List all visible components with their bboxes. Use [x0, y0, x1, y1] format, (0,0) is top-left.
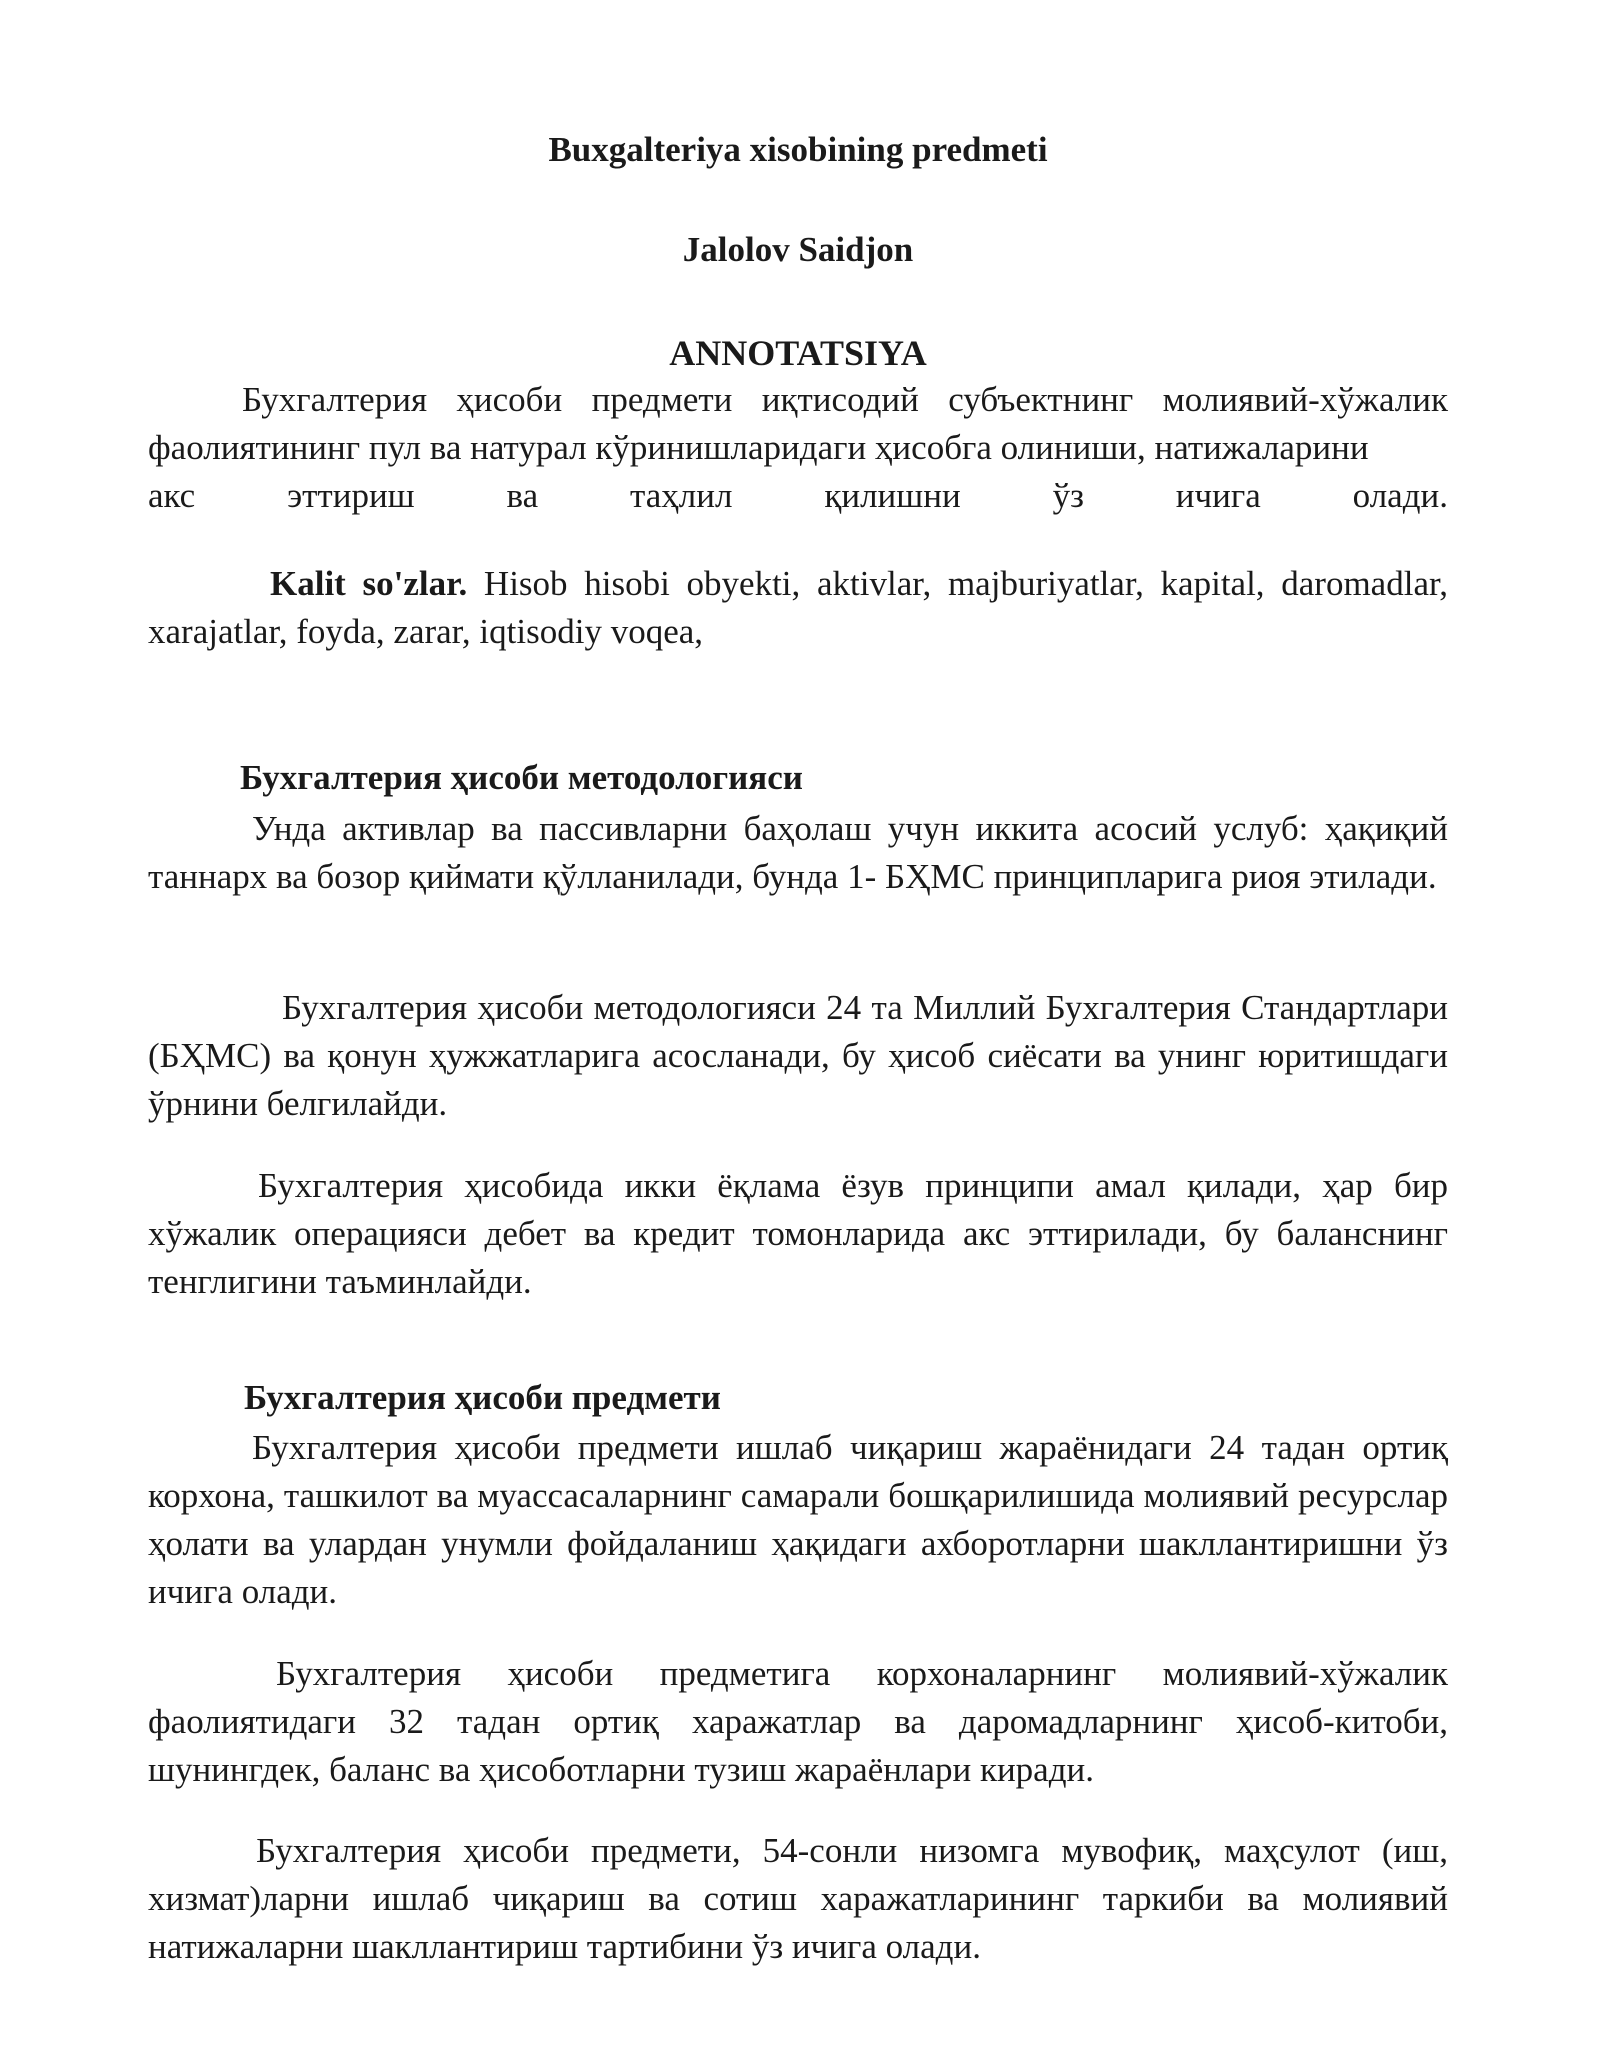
- document-title: Buxgalteriya xisobining predmeti: [548, 130, 1048, 169]
- methodology-paragraph-3: Бухгалтерия ҳисобида икки ёқлама ёзув принципи амал қилади, ҳар бир хўжалик операцияси дебет ва кредит томонларида акс эттирилади, бу баланснинг тенглигини таъминлайди.: [148, 1166, 1448, 1301]
- subject-paragraph-3: Бухгалтерия ҳисоби предмети, 54-сонли низомга мувофиқ, маҳсулот (иш, хизмат)ларни ишлаб чиқариш ва сотиш харажатларининг таркиби ва молиявий натижаларни шакллантириш тартибини ўз ичига олади.: [148, 1831, 1448, 1966]
- annotation-paragraph: Бухгалтерия ҳисоби предмети иқтисодий субъектнинг молиявий-хўжалик фаолиятининг пул ва натурал кўринишларидаги ҳисобга олиниши, натижаларини: [148, 380, 1448, 467]
- subject-paragraph-2: Бухгалтерия ҳисоби предметига корхоналарнинг молиявий-хўжалик фаолиятидаги 32 тадан ортиқ харажатлар ва даромадларнинг ҳисоб-китоби, шунингдек, баланс ва ҳисоботларни тузиш жараёнлари киради.: [148, 1654, 1448, 1789]
- section-heading-methodology: Бухгалтерия ҳисоби методологияси: [240, 758, 803, 797]
- keywords-label: Kalit so'zlar.: [270, 564, 468, 603]
- author-name: Jalolov Saidjon: [682, 230, 914, 269]
- keywords-paragraph: [148, 560, 1448, 656]
- section-heading-subject: Бухгалтерия ҳисоби предмети: [244, 1378, 721, 1417]
- methodology-paragraph-1: Унда активлар ва пассивларни баҳолаш учун иккита асосий услуб: ҳақиқий таннарх ва бозор қиймати қўлланилади, бунда 1- БҲМС принципларига риоя этилади.: [148, 809, 1448, 896]
- document-page: [148, 0, 1448, 2070]
- annotation-heading: ANNOTATSIYA: [669, 333, 927, 373]
- keywords-text: Hisob hisobi obyekti, aktivlar, majburiyatlar, kapital, daromadlar, xarajatlar, foyda, zarar, iqtisodiy voqea,: [148, 564, 1448, 651]
- annotation-paragraph-last-line: акс эттириш ва таҳлил қилишни ўз ичига олади.: [148, 476, 1448, 515]
- methodology-paragraph-2: Бухгалтерия ҳисоби методологияси 24 та Миллий Бухгалтерия Стандартлари (БҲМС) ва қонун ҳужжатларига асосланади, бу ҳисоб сиёсати ва унинг юритишдаги ўрнини белгилайди.: [148, 988, 1448, 1123]
- subject-paragraph-1: Бухгалтерия ҳисоби предмети ишлаб чиқариш жараёнидаги 24 тадан ортиқ корхона, ташкилот ва муассасаларнинг самарали бошқарилишида молиявий ресурслар ҳолати ва улардан унумли фойдаланиш ҳақидаги ахборотларни шакллантиришни ўз ичига олади.: [148, 1428, 1448, 1611]
